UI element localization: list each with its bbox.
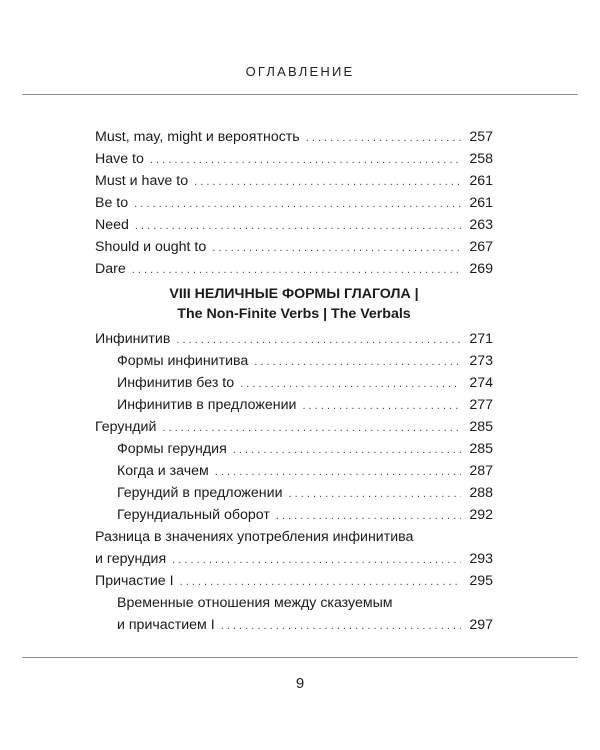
toc-entry-page: 258 [469,151,493,167]
toc-entry-page: 295 [469,573,493,589]
toc-entry-title: Must и have to [95,173,189,189]
toc-leader-dots [135,214,461,237]
toc-leader-dots [221,614,461,637]
toc-entry-have-to[interactable] [95,148,493,170]
toc-leader-dots [150,148,461,171]
toc-entry-need[interactable] [95,214,493,236]
toc-entry-infinitive-vs-gerund[interactable] [95,526,493,570]
toc-entry-page: 261 [469,195,493,211]
toc-entry-title: Инфинитив без to [117,375,235,391]
toc-entry-title: Когда и зачем [117,463,209,479]
toc-leader-dots [254,350,461,373]
toc-entry-when-and-why[interactable] [95,460,493,482]
toc-entry-title-line1: Разница в значениях употребления инфинитива [95,529,414,545]
toc-entry-must-and-have-to[interactable] [95,170,493,192]
toc-entry-dare[interactable] [95,258,493,280]
toc-entry-title-line2: и герундия [95,551,167,567]
toc-entry-page: 267 [469,239,493,255]
toc-entry-must-may-might[interactable] [95,126,493,148]
toc-entry-title: Инфинитив в предложении [117,397,297,413]
toc-entry-title: Be to [95,195,129,211]
toc-leader-dots [233,438,461,461]
toc-leader-dots [215,460,461,483]
running-head: ОГЛАВЛЕНИЕ [245,64,355,79]
toc-leader-dots [306,126,461,149]
toc-entry-title: Герундий [95,419,157,435]
toc-entry-title-line2: и причастием I [117,617,215,633]
toc-entry-title: Причастие I [95,573,174,589]
toc-leader-dots [162,416,461,439]
toc-entry-title: Формы герундия [117,441,227,457]
toc-leader-dots [276,504,461,527]
toc-entry-page: 287 [469,463,493,479]
page-number: 9 [295,675,305,692]
toc-entry-page: 285 [469,441,493,457]
toc-entry-gerund-forms[interactable] [95,438,493,460]
toc-leader-dots [289,482,462,505]
toc-entry-title: Have to [95,151,144,167]
header-rule [22,94,578,95]
toc-leader-dots [132,258,461,281]
toc-entry-title: Dare [95,261,126,277]
toc-entry-title: Герундиальный оборот [117,507,270,523]
table-of-contents [95,126,493,636]
toc-leader-dots [302,394,461,417]
toc-entry-temporal-relations[interactable] [95,592,493,636]
toc-entry-page: 273 [469,353,493,369]
toc-entry-be-to[interactable] [95,192,493,214]
toc-entry-infinitive-forms[interactable] [95,350,493,372]
toc-leader-dots [134,192,461,215]
toc-entry-title: Should и ought to [95,239,207,255]
toc-entry-infinitive-in-sentence[interactable] [95,394,493,416]
toc-entry-title: Must, may, might и вероятность [95,129,300,145]
toc-leader-dots [194,170,461,193]
toc-entry-page: 288 [469,485,493,501]
footer-rule [22,657,578,658]
toc-leader-dots [212,236,461,259]
toc-entry-title: Need [95,217,129,233]
toc-leader-dots [176,328,461,351]
toc-entry-participle-one[interactable] [95,570,493,592]
toc-entry-page: 292 [469,507,493,523]
toc-entry-page: 257 [469,129,493,145]
toc-entry-page: 269 [469,261,493,277]
toc-entry-page: 285 [469,419,493,435]
toc-entry-page: 261 [469,173,493,189]
toc-entry-should-ought-to[interactable] [95,236,493,258]
toc-leader-dots [172,548,461,571]
toc-entry-page: 297 [469,617,493,633]
toc-leader-dots [180,570,461,593]
toc-entry-title: Герундий в предложении [117,485,283,501]
section-heading [95,284,493,324]
toc-entry-page: 263 [469,217,493,233]
toc-entry-page: 274 [469,375,493,391]
toc-leader-dots [240,372,461,395]
toc-entry-gerundial-construction[interactable] [95,504,493,526]
toc-entry-gerund[interactable] [95,416,493,438]
toc-entry-title: Инфинитив [95,331,171,347]
toc-entry-page: 271 [469,331,493,347]
toc-entry-page: 277 [469,397,493,413]
section-heading-ru: VIII НЕЛИЧНЫЕ ФОРМЫ ГЛАГОЛА | [169,286,419,302]
toc-entry-infinitive[interactable] [95,328,493,350]
toc-entry-title-line1: Временные отношения между сказуемым [117,595,393,611]
toc-entry-page: 293 [469,551,493,567]
section-heading-en: The Non-Finite Verbs | The Verbals [177,306,411,322]
toc-entry-title: Формы инфинитива [117,353,249,369]
toc-entry-gerund-in-sentence[interactable] [95,482,493,504]
toc-entry-bare-infinitive[interactable] [95,372,493,394]
